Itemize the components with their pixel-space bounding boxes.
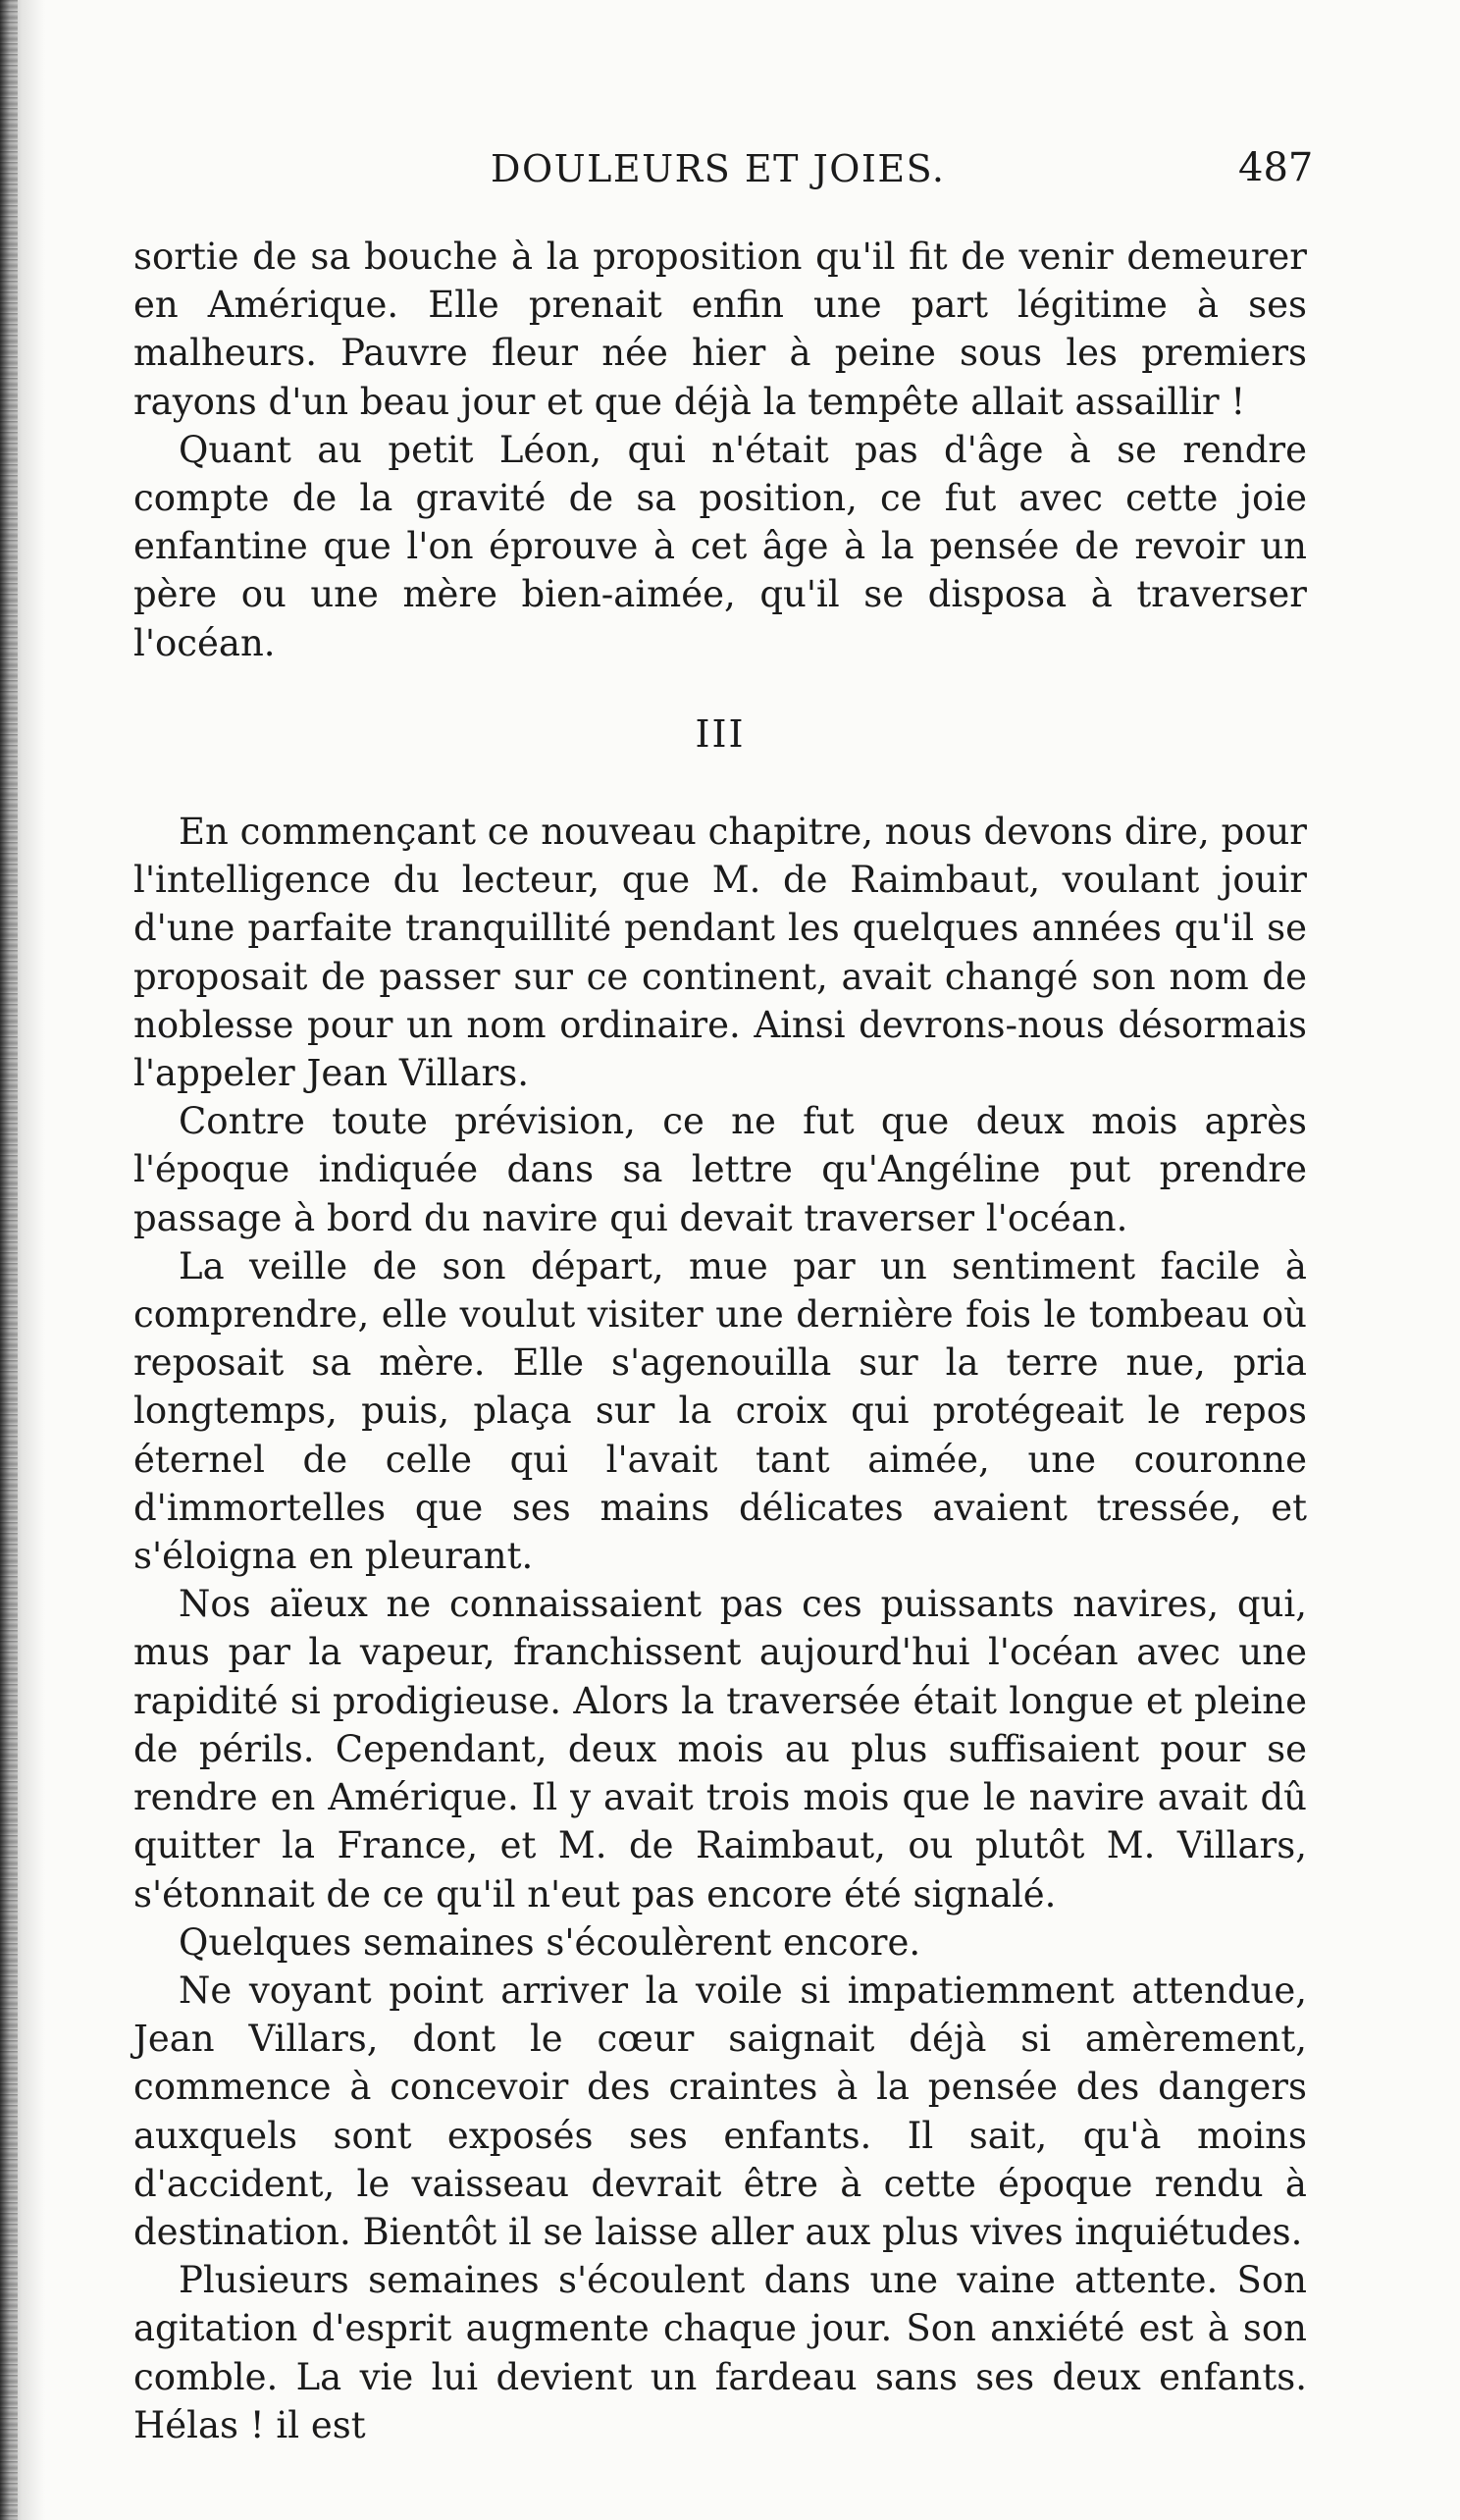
section-heading: III — [695, 711, 746, 756]
running-title: DOULEURS ET JOIES. — [491, 147, 946, 190]
binding-shadow — [0, 0, 18, 2520]
paragraph: Nos aïeux ne connaissaient pas ces puissants navires, qui, mus par la vapeur, franchissent aujourd'hui l'océan avec une rapidité si prodigieuse. Alors la traversée était longue et pleine de périls. Cependant, deux mois au plus suffisaient pour se rendre en Amérique. Il y avait trois mois que le navire avait dû quitter la France, et M. de Raimbaut, ou plutôt M. Villars, s'étonnait de ce qu'il n'eut pas encore été signalé. — [133, 1583, 1307, 1916]
paragraph: Quelques semaines s'écoulèrent encore. — [179, 1920, 921, 1964]
paragraph: En commençant ce nouveau chapitre, nous devons dire, pour l'intelligence du lecteur, que M. de Raimbaut, voulant jouir d'une parfaite tranquillité pendant les quelques années qu'il se proposait de passer sur ce continent, avait changé son nom de noblesse pour un nom ordinaire. Ainsi devrons-nous désormais l'appeler Jean Villars. — [133, 811, 1307, 1095]
paragraph: La veille de son départ, mue par un sentiment facile à comprendre, elle voulut visiter une dernière fois le tombeau où reposait sa mère. Elle s'agenouilla sur la terre nue, pria longtemps, puis, plaça sur la croix qui protégeait le repos éternel de celle qui l'avait tant aimée, une couronne d'immortelles que ses mains délicates avaient tressée, et s'éloigna en pleurant. — [133, 1244, 1307, 1578]
paragraph-continued: sortie de sa bouche à la proposition qu'il fit de venir demeurer en Amérique. Elle prenait enfin une part légitime à ses malheurs. Pauvre fleur née hier à peine sous les premiers rayons d'un beau jour et que déjà la tempête allait assaillir ! — [133, 236, 1307, 423]
paragraph: Ne voyant point arriver la voile si impatiemment attendue, Jean Villars, dont le cœur saignait déjà si amèrement, commence à concevoir des craintes à la pensée des dangers auxquels sont exposés ses enfants. Il sait, qu'à moins d'accident, le vaisseau devrait être à cette époque rendu à destination. Bientôt il se laisse aller aux plus vives inquiétudes. — [133, 1969, 1307, 2253]
paragraph: Contre toute prévision, ce ne fut que deux mois après l'époque indiquée dans sa lettre qu'Angéline put prendre passage à bord du navire qui devait traverser l'océan. — [133, 1100, 1307, 1239]
paragraph: Quant au petit Léon, qui n'était pas d'âge à se rendre compte de la gravité de sa position, ce fut avec cette joie enfantine que l'on éprouve à cet âge à la pensée de revoir un père ou une mère bien-aimée, qu'il se disposa à traverser l'océan. — [133, 428, 1307, 664]
paragraph-continues: Plusieurs semaines s'écoulent dans une vaine attente. Son agitation d'esprit augmente chaque jour. Son anxiété est à son comble. La vie lui devient un fardeau sans ses deux enfants. Hélas ! il est — [133, 2259, 1307, 2446]
body-text — [133, 233, 1307, 2449]
page-number: 487 — [1238, 145, 1314, 190]
